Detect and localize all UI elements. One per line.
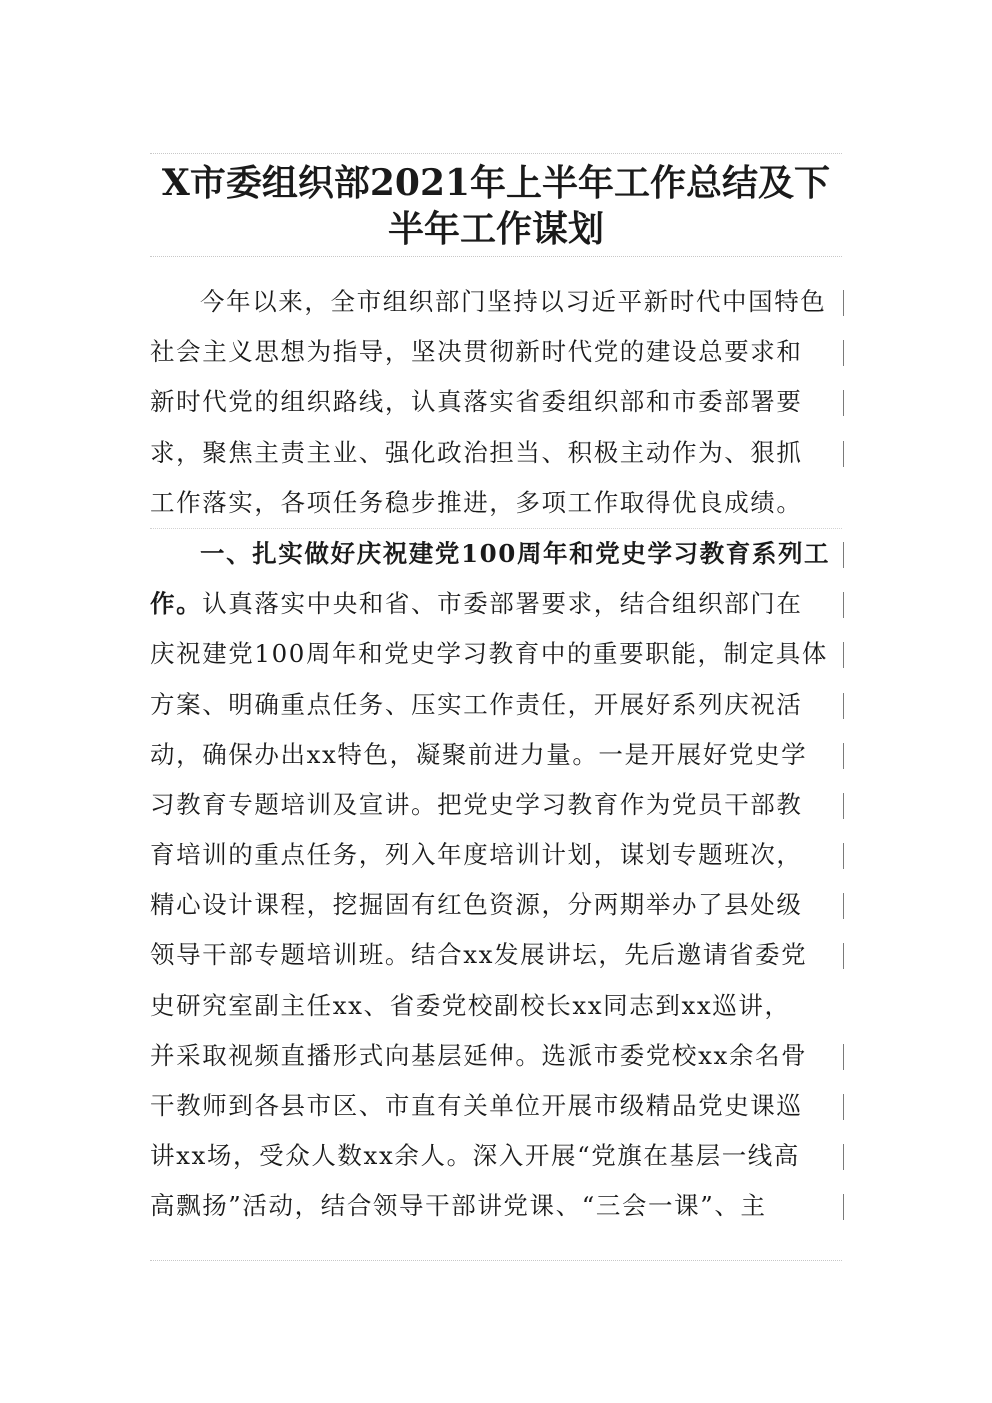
- margin-mark: [843, 1144, 844, 1170]
- paragraph-line: [150, 730, 842, 780]
- document-title: [150, 160, 842, 252]
- line-text: 史研究室副主任xx、省委党校副校长xx同志到xx巡讲，: [150, 990, 791, 1020]
- paragraph-line: [150, 1181, 842, 1231]
- title-line-2: 半年工作谋划: [387, 208, 604, 250]
- margin-mark: [843, 743, 844, 769]
- document-body: [150, 277, 842, 1232]
- margin-mark: [843, 390, 844, 416]
- title-line-1: X市委组织部2021年上半年工作总结及下: [161, 162, 831, 204]
- margin-mark: [843, 542, 844, 568]
- paragraph-line: [150, 1031, 842, 1081]
- line-text: 求，聚焦主责主业、强化政治担当、积极主动作为、狠抓: [150, 437, 803, 467]
- margin-mark: [843, 592, 844, 618]
- paragraph-line: [150, 629, 842, 679]
- margin-mark: [843, 943, 844, 969]
- line-text: 方案、明确重点任务、压实工作责任，开展好系列庆祝活: [150, 689, 803, 719]
- paragraph-line: [150, 930, 842, 980]
- margin-mark: [843, 1194, 844, 1220]
- margin-mark: [843, 340, 844, 366]
- margin-mark: [843, 893, 844, 919]
- paragraph-line: [150, 327, 842, 377]
- paragraph-line: [150, 428, 842, 478]
- margin-mark: [843, 1044, 844, 1070]
- line-text: 今年以来，全市组织部门坚持以习近平新时代中国特色: [200, 287, 827, 316]
- section-heading: 一、扎实做好庆祝建党100周年和党史学习教育系列工: [200, 538, 831, 568]
- margin-mark: [843, 441, 844, 467]
- paragraph-line: [150, 981, 842, 1031]
- paragraph-line: [150, 1081, 842, 1131]
- margin-mark: [843, 290, 844, 316]
- paragraph-line: [150, 579, 842, 629]
- paragraph-line: [150, 377, 842, 427]
- paragraph-line: [150, 830, 842, 880]
- line-text: 社会主义思想为指导，坚决贯彻新时代党的建设总要求和: [150, 337, 803, 367]
- paragraph-line: [150, 780, 842, 830]
- line-text: 动，确保办出xx特色，凝聚前进力量。一是开展好党史学: [150, 739, 808, 769]
- top-rule: [150, 153, 842, 154]
- paragraph-line: [150, 277, 842, 327]
- line-text: 高飘扬”活动，结合领导干部讲党课、“三会一课”、主: [150, 1191, 767, 1221]
- line-text: 新时代党的组织路线，认真落实省委组织部和市委部署要: [150, 387, 803, 417]
- margin-mark: [843, 843, 844, 869]
- margin-mark: [843, 1094, 844, 1120]
- paragraph-line: [150, 478, 842, 528]
- line-text: 精心设计课程，挖掘固有红色资源，分两期举办了县处级: [150, 890, 803, 920]
- line-text: 习教育专题培训及宣讲。把党史学习教育作为党员干部教: [150, 789, 803, 819]
- line-text-rest: 认真落实中央和省、市委部署要求，结合组织部门在: [202, 589, 803, 619]
- line-text: 干教师到各县市区、市直有关单位开展市级精品党史课巡: [150, 1091, 803, 1120]
- paragraph-line: [150, 1131, 842, 1181]
- line-text: 讲xx场，受众人数xx余人。深入开展“党旗在基层一线高: [150, 1141, 800, 1171]
- margin-mark: [843, 693, 844, 719]
- margin-mark: [843, 642, 844, 668]
- title-rule: [150, 256, 842, 257]
- paragraph-line: [150, 880, 842, 930]
- line-text: 领导干部专题培训班。结合xx发展讲坛，先后邀请省委党: [150, 940, 808, 970]
- paragraph-line: [150, 680, 842, 730]
- line-text: 工作落实，各项任务稳步推进，多项工作取得优良成绩。: [150, 487, 803, 517]
- line-text: 育培训的重点任务，列入年度培训计划，谋划专题班次，: [150, 840, 803, 870]
- heading-continuation: 作。: [150, 589, 203, 619]
- section-heading-line: [150, 528, 842, 579]
- line-text: 庆祝建党100周年和党史学习教育中的重要职能，制定具体: [150, 639, 828, 669]
- margin-mark: [843, 793, 844, 819]
- line-text: [150, 579, 803, 629]
- line-text: 并采取视频直播形式向基层延伸。选派市委党校xx余名骨: [150, 1040, 808, 1070]
- bottom-rule: [150, 1260, 842, 1261]
